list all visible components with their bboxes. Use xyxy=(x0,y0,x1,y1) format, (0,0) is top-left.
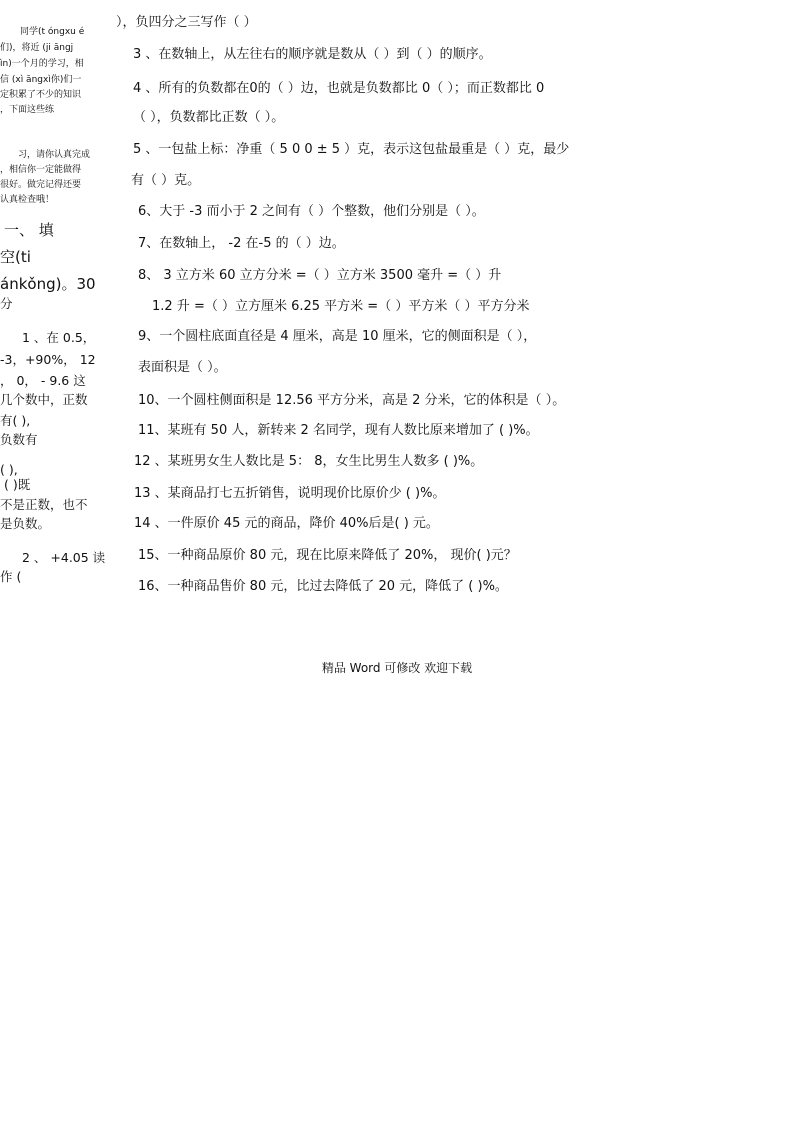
section-title: ánkǒng)。30 xyxy=(0,275,96,293)
q1-line: 有( ), xyxy=(0,413,31,428)
intro2-line: 很好。做完记得还要 xyxy=(0,180,82,190)
question-line: 3 、在数轴上，从左往右的顺序就是数从（ ）到（ ）的顺序。 xyxy=(133,47,492,62)
intro-line: 信 (xì āngxì你)们一 xyxy=(0,75,82,85)
question-line: 13 、某商品打七五折销售，说明现价比原价少 ( )%。 xyxy=(134,486,446,501)
intro-line: 定积累了不少的知识 xyxy=(0,90,82,100)
question-line: ），负四分之三写作（ ） xyxy=(116,15,257,30)
intro2-line: 认真检查哦！ xyxy=(0,195,55,205)
question-line: 15、一种商品原价 80 元，现在比原来降低了 20%， 现价( )元？ xyxy=(138,548,517,563)
intro2-line: 习，请你认真完成 xyxy=(18,150,91,160)
question-line: 5 、一包盐上标：净重（ 5 0 0 ± 5 ）克，表示这包盐最重是（ ）克，最少 xyxy=(133,142,570,157)
question-line: 6、大于 -3 而小于 2 之间有（ ）个整数，他们分别是（ ）。 xyxy=(138,204,485,219)
q1-line: 负数有 xyxy=(0,432,38,447)
footer-note: 精品 Word 可修改 欢迎下载 xyxy=(321,661,473,675)
q1-line: 1 、在 0.5， xyxy=(22,330,96,345)
q1-line: ， 0， - 9.6 这 xyxy=(0,373,86,388)
intro-line: 同学(t óngxu é xyxy=(20,27,85,37)
intro-line: 们)，将近 (ji āngj xyxy=(0,43,74,53)
question-line: 4 、所有的负数都在0的（ ）边，也就是负数都比 0（ ）；而正数都比 0 xyxy=(133,81,545,96)
question-line: 8、 3 立方米 60 立方分米 =（ ）立方米 3500 毫升 =（ ）升 xyxy=(138,268,502,283)
q1-line: 不是正数，也不 xyxy=(0,497,88,512)
question-line: 16、一种商品售价 80 元，比过去降低了 20 元，降低了 ( )%。 xyxy=(138,579,508,594)
section-title: 空(ti xyxy=(0,248,31,266)
section-title: 分 xyxy=(0,296,13,311)
intro2-line: ，相信你一定能做得 xyxy=(0,165,82,175)
question-line: 1.2 升 =（ ）立方厘米 6.25 平方米 =（ ）平方米（ ）平方分米 xyxy=(152,299,530,314)
q1-line: -3，+90%， 12 xyxy=(0,352,96,367)
q2-line: 2 、 +4.05 读 xyxy=(22,550,106,565)
question-line: 9、一个圆柱底面直径是 4 厘米，高是 10 厘米，它的侧面积是（ ）， xyxy=(138,329,537,344)
intro-line: ìn)一个月的学习，相 xyxy=(0,59,84,69)
question-line: 11、某班有 50 人，新转来 2 名同学，现有人数比原来增加了 ( )%。 xyxy=(138,423,539,438)
question-line: 10、一个圆柱侧面积是 12.56 平方分米，高是 2 分米，它的体积是（ ）。 xyxy=(138,393,566,408)
question-line: （ ），负数都比正数（ ）。 xyxy=(133,110,285,125)
section-title: 一、 填 xyxy=(4,221,54,239)
intro-line: ，下面这些练 xyxy=(0,105,55,115)
question-line: 表面积是（ ）。 xyxy=(138,360,227,375)
question-line: 7、在数轴上， -2 在-5 的（ ）边。 xyxy=(138,236,345,251)
q1-line: ( )既 xyxy=(4,477,31,492)
q1-line: 几个数中，正数 xyxy=(0,392,88,407)
question-line: 14 、一件原价 45 元的商品，降价 40%后是( ) 元。 xyxy=(134,516,439,531)
question-line: 12 、某班男女生人数比是 5： 8，女生比男生人数多 ( )%。 xyxy=(134,454,484,469)
q1-line: ( ), xyxy=(0,462,18,477)
question-line: 有（ ）克。 xyxy=(131,173,201,188)
q2-line: 作 ( xyxy=(0,569,22,584)
q1-line: 是负数。 xyxy=(0,516,51,531)
